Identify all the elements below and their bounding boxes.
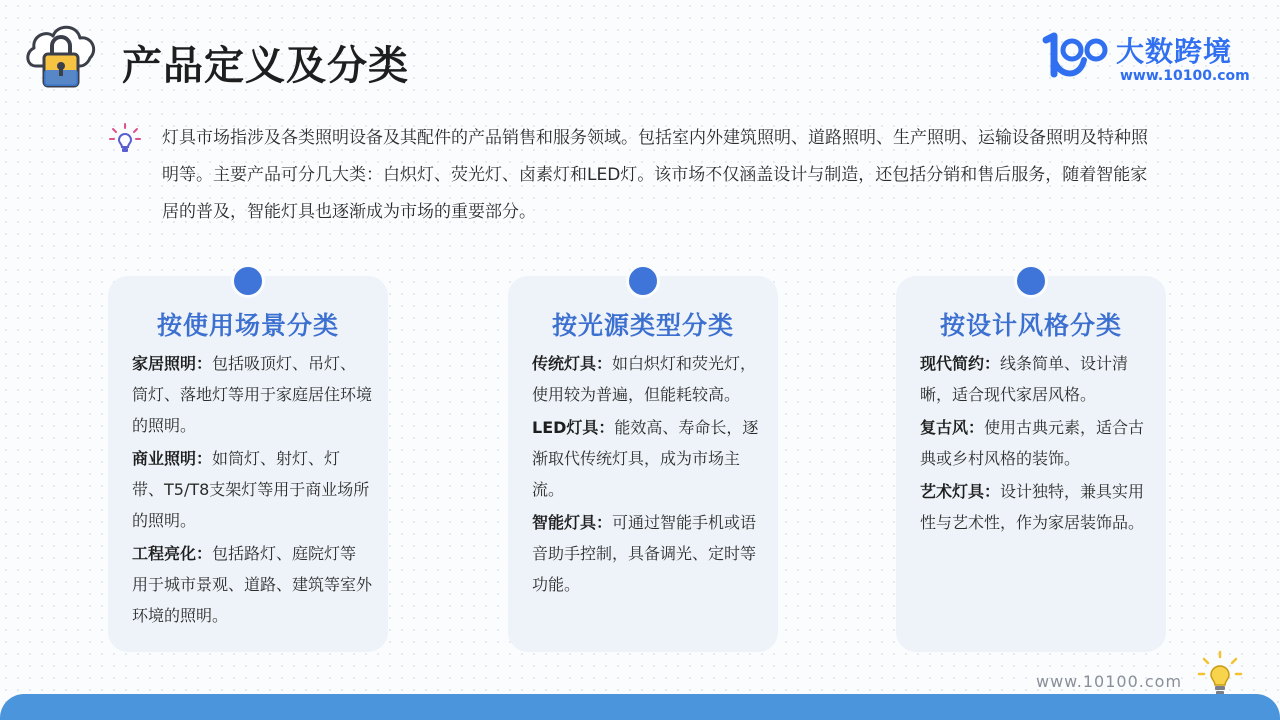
card-title: 按使用场景分类 [156,311,339,340]
card-body [132,348,372,633]
card-dot [1014,264,1048,298]
card-item-term: 工程亮化： [132,544,213,563]
lightbulb-idea-icon [108,122,142,156]
lightbulb-icon [1196,650,1244,700]
card-light-source [508,276,778,652]
card-title: 按光源类型分类 [551,311,734,340]
card-item-term: 智能灯具： [532,513,613,532]
card-design-style [896,276,1166,652]
card-item-text: 使用古典元素，适合古典或乡村风格的装饰。 [920,418,1145,468]
card-item-term: 商业照明： [132,449,213,468]
card-item-term: 复古风： [920,418,985,437]
cloud-lock-icon [22,14,100,92]
brand-name: 大数跨境 [1116,35,1233,68]
card-item [920,348,1150,410]
card-item-text: 设计独特，兼具实用性与艺术性，作为家居装饰品。 [920,482,1145,532]
card-item [532,507,762,600]
card-item [132,538,372,631]
card-item [920,476,1150,538]
brand-logo-icon [1040,30,1116,82]
card-item [132,443,372,536]
brand [1040,30,1250,86]
card-usage-scenario [108,276,388,652]
card-item-term: LED灯具： [532,418,615,437]
card-item-text: 包括吸顶灯、吊灯、筒灯、落地灯等用于家庭居住环境的照明。 [132,354,373,435]
card-dot [626,264,660,298]
card-item-text: 可通过智能手机或语音助手控制，具备调光、定时等功能。 [532,513,757,594]
footer-url[interactable]: www.10100.com [1036,672,1183,691]
card-item [920,412,1150,474]
card-dot [231,264,265,298]
card-title: 按设计风格分类 [939,311,1122,340]
card-item-term: 传统灯具： [532,354,613,373]
card-body [532,348,762,602]
card-item-text: 线条简单、设计清晰，适合现代家居风格。 [920,354,1129,404]
bottom-bar [0,694,1280,720]
brand-url[interactable]: www.10100.com [1120,68,1250,84]
card-item [532,412,762,505]
card-item-term: 艺术灯具： [920,482,1001,501]
card-item [132,348,372,441]
intro-text: 灯具市场指涉及各类照明设备及其配件的产品销售和服务领域。包括室内外建筑照明、道路照明、生产照明、运输设备照明及特种照明等。主要产品可分几大类：白炽灯、荧光灯、卤素灯和LED灯。该市场不仅涵盖设计与制造，还包括分销和售后服务，随着智能家居的普及，智能灯具也逐渐成为市场的重要部分。 [162,128,1148,222]
card-item-text: 能效高、寿命长，逐渐取代传统灯具，成为市场主流。 [532,418,759,499]
card-body [920,348,1150,540]
card-item-text: 包括路灯、庭院灯等用于城市景观、道路、建筑等室外环境的照明。 [132,544,373,625]
card-item-text: 如白炽灯和荧光灯，使用较为普遍，但能耗较高。 [532,354,757,404]
card-item-text: 如筒灯、射灯、灯带、T5/T8支架灯等用于商业场所的照明。 [132,449,370,530]
card-item-term: 家居照明： [132,354,213,373]
page-title: 产品定义及分类 [122,43,409,89]
card-item [532,348,762,410]
card-item-term: 现代简约： [920,354,1001,373]
